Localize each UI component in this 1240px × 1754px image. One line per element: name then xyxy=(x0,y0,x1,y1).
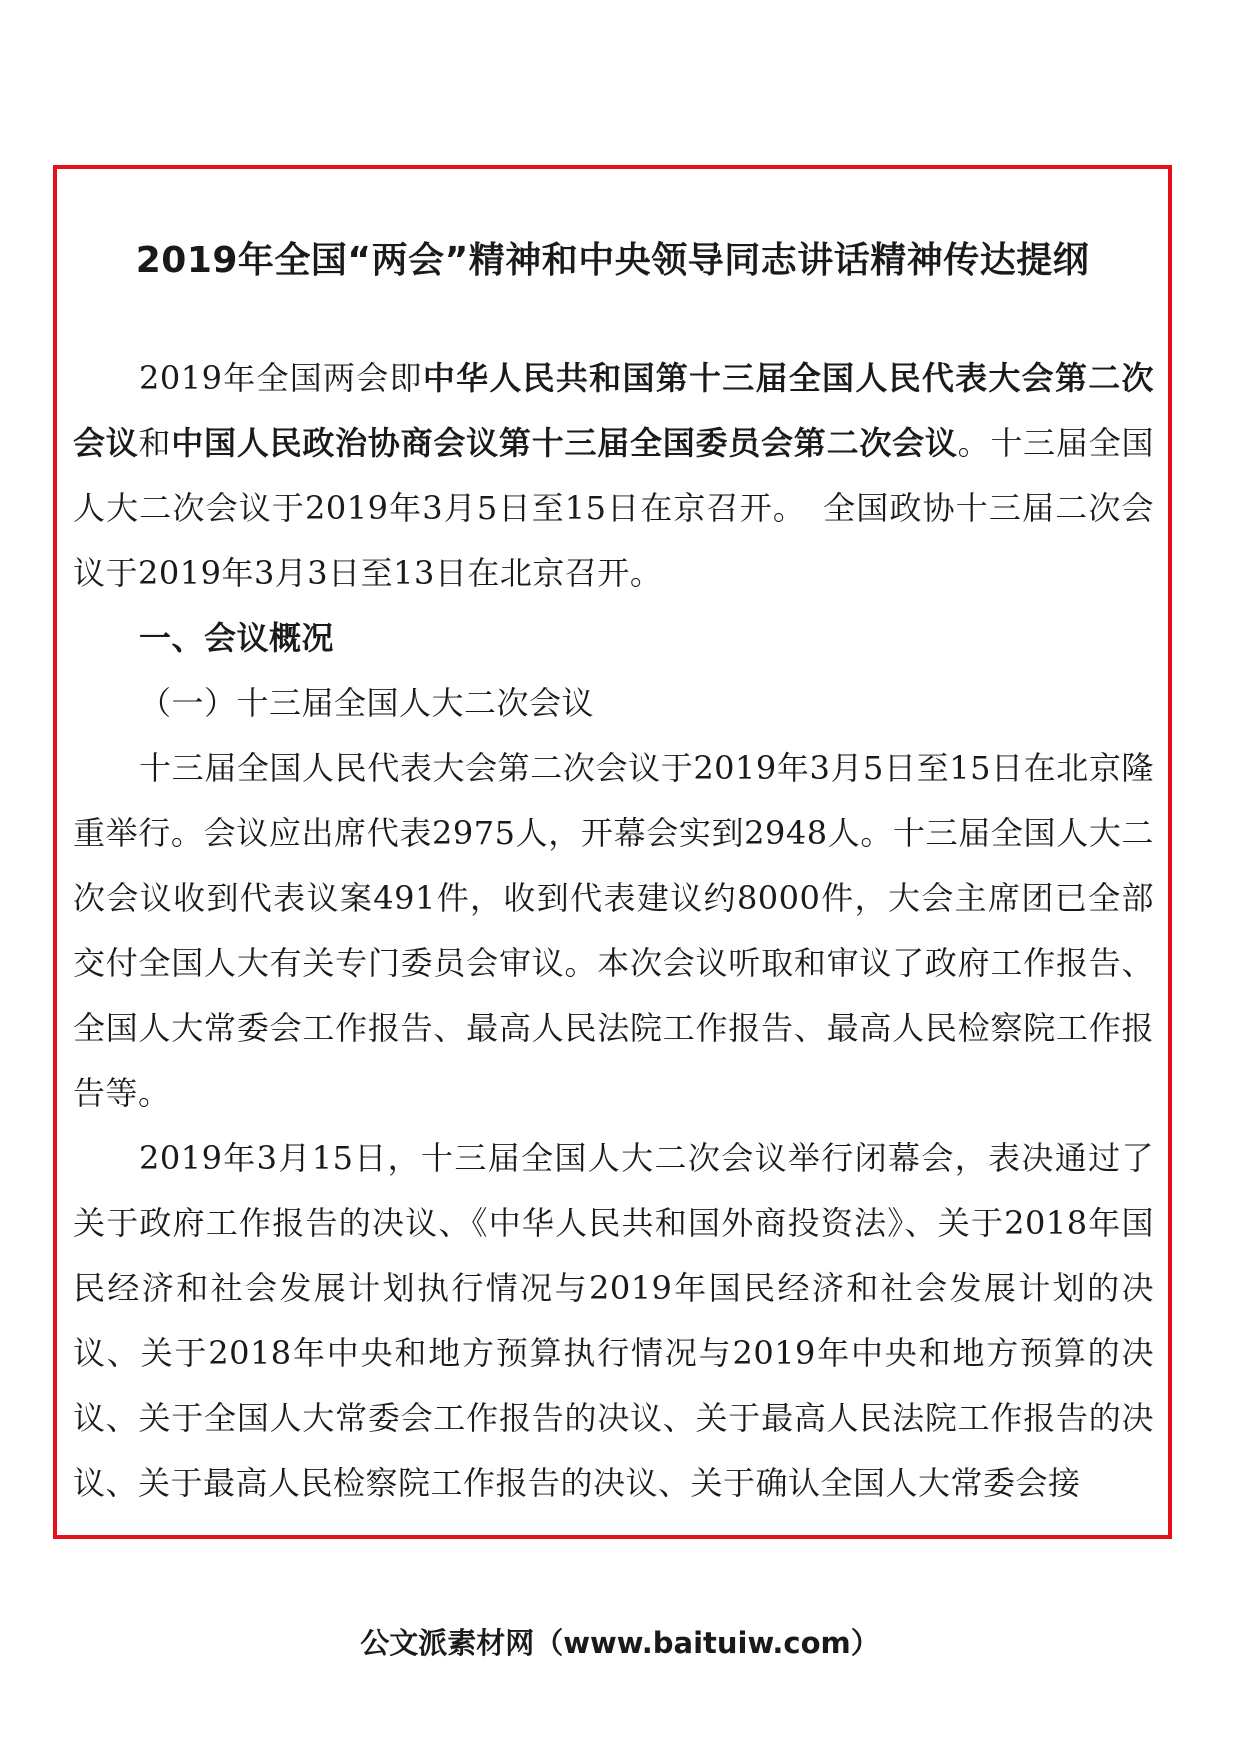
subsection-heading: （一）十三届全国人大二次会议 xyxy=(139,684,595,722)
intro-cppcc-name: 中国人民政治协商会议第十三届全国委员会第二次会议 xyxy=(171,424,958,462)
section-heading: 一、会议概况 xyxy=(139,619,335,657)
body-paragraph-2: 2019年3月15日，十三届全国人大二次会议举行闭幕会，表决通过了关于政府工作报告的决议、《中华人民共和国外商投资法》、关于2018年国民经济和社会发展计划执行情况与2019年国民经济和社会发展计划的决议、关于2018年中央和地方预算执行情况与2019年中央和地方预算的决议、关于全国人大常委会工作报告的决议、关于最高人民法院工作报告的决议、关于最高人民检察院工作报告的决议、关于确认全国人大常委会接 xyxy=(73,1139,1154,1502)
body-paragraph-1: 十三届全国人民代表大会第二次会议于2019年3月5日至15日在北京隆重举行。会议应出席代表2975人，开幕会实到2948人。十三届全国人大二次会议收到代表议案491件，收到代表建议约8000件，大会主席团已全部交付全国人大有关专门委员会审议。本次会议听取和审议了政府工作报告、全国人大常委会工作报告、最高人民法院工作报告、最高人民检察院工作报告等。 xyxy=(73,749,1154,1112)
footer-source: 公文派素材网（www.baituiw.com） xyxy=(360,1626,880,1660)
content-border-frame xyxy=(53,165,1172,1539)
intro-text-1: 2019年全国两会即 xyxy=(139,359,423,397)
intro-text-2: 和 xyxy=(138,424,172,462)
document-body xyxy=(73,346,1154,1516)
intro-paragraph xyxy=(73,346,1154,606)
intro-npc-name: 中华人民共和国第十三届全国人民代表大会第二次会议 xyxy=(73,359,1154,462)
document-title: 2019年全国“两会”精神和中央领导同志讲话精神传达提纲 xyxy=(135,240,1090,281)
intro-text-3: 。十三届全国人大二次会议于2019年3月5日至15日在京召开。 全国政协十三届二次会议于2019年3月3日至13日在北京召开。 xyxy=(73,424,1154,592)
